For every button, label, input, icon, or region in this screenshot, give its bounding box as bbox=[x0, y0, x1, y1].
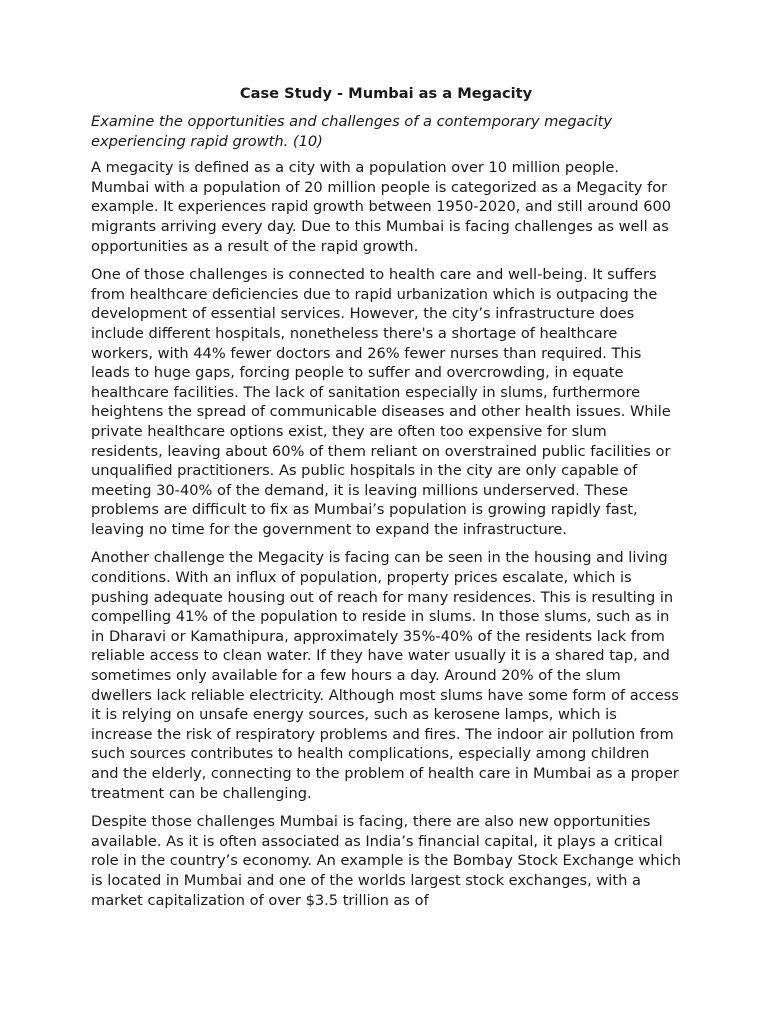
paragraph-introduction: A megacity is defined as a city with a population over 10 million people. Mumbai with a population of 20 million people is categorized as a Megacity for example. It experiences rapid growth between 1950-2020, and still around 600 migrants arriving every day. Due to this Mumbai is facing challenges as well as opportunities as a result of the rapid growth. bbox=[91, 159, 672, 255]
essay-question: Examine the opportunities and challenges of a contemporary megacity experiencing rapid growth. (10) bbox=[91, 113, 612, 150]
paragraph-housing: Another challenge the Megacity is facing can be seen in the housing and living conditions. With an influx of population, property prices escalate, which is pushing adequate housing out of reach for many residences. This is resulting in compelling 41% of the population to reside in slums. In those slums, such as in in Dharavi or Kamathipura, approximately 35%-40% of the residents lack from reliable access to clean water. If they have water usually it is a shared tap, and sometimes only available for a few hours a day. Around 20% of the slum dwellers lack reliable electricity. Although most slums have some form of access it is relying on unsafe energy sources, such as kerosene lamps, which is increase the risk of respiratory problems and fires. The indoor air pollution from such sources contributes to health complications, especially among children and the elderly, connecting to the problem of health care in Mumbai as a proper treatment can be challenging. bbox=[91, 549, 679, 802]
paragraph-healthcare: One of those challenges is connected to health care and well-being. It suffers from healthcare deficiencies due to rapid urbanization which is outpacing the development of essential services. However, the city’s infrastructure does include different hospitals, nonetheless there's a shortage of healthcare workers, with 44% fewer doctors and 26% fewer nurses than required. This leads to huge gaps, forcing people to suffer and overcrowding, in equate healthcare facilities. The lack of sanitation especially in slums, furthermore heightens the spread of communicable diseases and other health issues. While private healthcare options exist, they are often too expensive for slum residents, leaving about 60% of them reliant on overstrained public facilities or unqualified practitioners. As public hospitals in the city are only capable of meeting 30-40% of the demand, it is leaving millions underserved. These problems are difficult to fix as Mumbai’s population is growing rapidly fast, leaving no time for the government to expand the infrastructure. bbox=[91, 266, 671, 538]
document-body bbox=[91, 84, 681, 919]
document-title: Case Study - Mumbai as a Megacity bbox=[239, 85, 533, 102]
paragraph-opportunities: Despite those challenges Mumbai is facing, there are also new opportunities available. As it is often associated as India’s financial capital, it plays a critical role in the country’s economy. An example is the Bombay Stock Exchange which is located in Mumbai and one of the worlds largest stock exchanges, with a market capitalization of over $3.5 trillion as of bbox=[91, 813, 681, 909]
